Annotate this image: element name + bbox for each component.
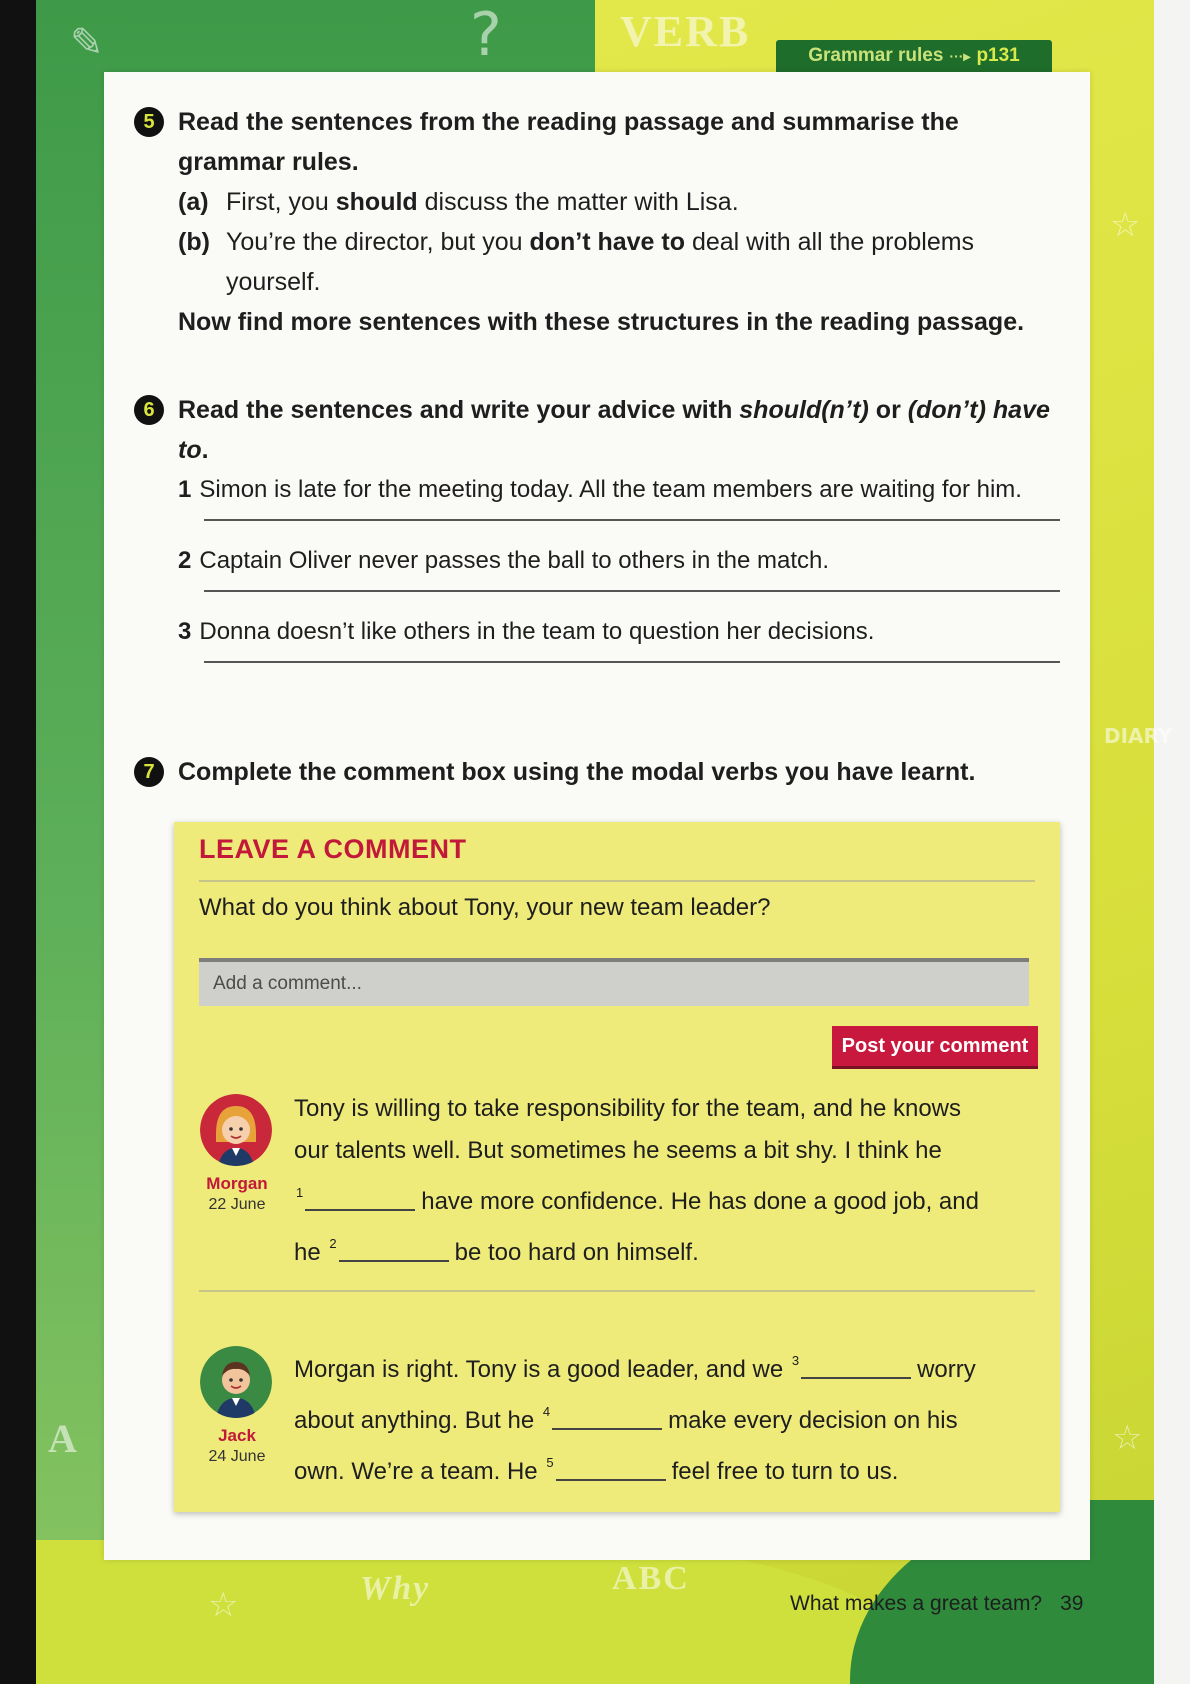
title-text: or xyxy=(868,396,908,424)
exercise-6 xyxy=(134,390,1060,683)
grammar-rules-tab xyxy=(776,40,1052,72)
comment-text-jack xyxy=(294,1340,1034,1493)
title-italic: (don’t) have to xyxy=(178,396,1050,464)
item-number: 3 xyxy=(178,618,192,645)
blank-5[interactable] xyxy=(556,1455,666,1481)
comment-author: Morgan xyxy=(206,1174,268,1193)
list-item xyxy=(178,612,1060,652)
exercise-7 xyxy=(134,752,1060,792)
page-edge-left xyxy=(0,0,36,1684)
blank-number: 5 xyxy=(546,1455,554,1470)
exercise-number-badge: 6 xyxy=(134,395,164,425)
comment-box-heading: LEAVE A COMMENT xyxy=(199,834,467,864)
example-text: deal with all the problems yourself. xyxy=(226,228,975,296)
decor-letter-a: A xyxy=(48,1416,79,1461)
star-icon: ☆ xyxy=(1112,1418,1143,1458)
comment-text: about anything. But he xyxy=(294,1407,541,1434)
answer-line-3[interactable] xyxy=(204,660,1060,663)
blank-2[interactable] xyxy=(339,1236,449,1262)
page-number: 39 xyxy=(1060,1592,1084,1615)
comment-text-morgan xyxy=(294,1088,1034,1274)
comment-text: Morgan is right. Tony is a good leader, and we xyxy=(294,1356,790,1383)
example-text: First, you xyxy=(226,188,336,216)
example-modal: should xyxy=(335,188,418,216)
item-number: 2 xyxy=(178,547,192,574)
answer-line-2[interactable] xyxy=(204,589,1060,592)
question-bubble-icon: ? xyxy=(470,0,502,70)
comment-text: have more confidence. He has done a good job, and xyxy=(421,1188,979,1215)
exercise-5-instruction: Now find more sentences with these structures in the reading passage. xyxy=(178,308,1025,336)
exercise-6-title xyxy=(178,390,1060,470)
comment-line xyxy=(294,1391,1034,1442)
comment-text: feel free to turn to us. xyxy=(671,1458,899,1485)
example-text: discuss the matter with Lisa. xyxy=(417,188,739,216)
comment-line xyxy=(294,1223,1034,1274)
comment-question: What do you think about Tony, your new team leader? xyxy=(199,894,771,921)
comment-line xyxy=(294,1340,1034,1391)
avatar-morgan xyxy=(200,1094,272,1166)
avatar-jack xyxy=(200,1346,272,1418)
comment-author: Jack xyxy=(218,1426,256,1445)
list-item xyxy=(178,470,1060,510)
comment-input[interactable]: Add a comment... xyxy=(199,958,1029,1006)
divider xyxy=(199,880,1035,883)
title-text: Read the sentences and write your advice with xyxy=(178,396,740,424)
lightbulb-icon: ✎ xyxy=(70,20,104,66)
item-number: 1 xyxy=(178,476,192,503)
divider xyxy=(199,1290,1035,1293)
example-modal: don’t have to xyxy=(529,228,686,256)
title-italic: should(n’t) xyxy=(739,396,869,424)
star-icon: ☆ xyxy=(208,1585,239,1625)
comment-text: be too hard on himself. xyxy=(454,1239,699,1266)
comment-line xyxy=(294,1442,1034,1493)
decor-word-why: Why xyxy=(360,1570,431,1607)
star-icon: ☆ xyxy=(1110,205,1141,245)
decor-word-abc: ABC xyxy=(612,1560,690,1597)
comment-date: 24 June xyxy=(208,1448,266,1465)
decor-word-verb: VERB xyxy=(620,7,751,56)
answer-line-1[interactable] xyxy=(204,518,1060,521)
comment-text: worry xyxy=(917,1356,976,1383)
item-text: Donna doesn’t like others in the team to question her decisions. xyxy=(199,618,875,645)
example-marker: (a) xyxy=(178,188,209,216)
item-text: Captain Oliver never passes the ball to others in the match. xyxy=(199,547,830,574)
exercise-number-badge: 7 xyxy=(134,757,164,787)
blank-number: 3 xyxy=(791,1353,800,1368)
boy-avatar-icon xyxy=(200,1346,272,1418)
tab-label: Grammar rules xyxy=(808,45,944,66)
decor-word-diary: DIARY xyxy=(1104,724,1173,748)
girl-avatar-icon xyxy=(200,1094,272,1166)
post-comment-button[interactable]: Post your comment xyxy=(832,1026,1038,1066)
comment-text: own. We’re a team. He xyxy=(294,1458,545,1485)
exercise-5 xyxy=(134,102,1060,342)
footer-title: What makes a great team? xyxy=(790,1592,1043,1615)
page-edge-right xyxy=(1154,0,1190,1684)
arrow-icon: ···▸ xyxy=(949,47,971,64)
example-marker: (b) xyxy=(178,228,210,256)
blank-number: 1 xyxy=(296,1185,304,1200)
item-text: Simon is late for the meeting today. All the team members are waiting for him. xyxy=(199,476,1022,503)
comment-line xyxy=(294,1172,1034,1223)
blank-number: 2 xyxy=(329,1236,337,1251)
worksheet-page xyxy=(104,72,1090,1560)
page-footer xyxy=(790,1592,1083,1616)
blank-1[interactable] xyxy=(305,1185,415,1211)
exercise-7-title: Complete the comment box using the modal verbs you have learnt. xyxy=(178,758,976,786)
list-item xyxy=(178,541,1060,581)
comment-date: 22 June xyxy=(208,1196,266,1213)
comment-line: Tony is willing to take responsibility for the team, and he knows xyxy=(294,1095,961,1122)
exercise-number-badge: 5 xyxy=(134,107,164,137)
exercise-5-title: Read the sentences from the reading passage and summarise the grammar rules. xyxy=(178,108,959,176)
blank-3[interactable] xyxy=(801,1353,911,1379)
comment-line: our talents well. But sometimes he seems a bit shy. I think he xyxy=(294,1137,942,1164)
blank-4[interactable] xyxy=(552,1404,662,1430)
comment-box xyxy=(174,822,1060,1512)
tab-page-ref: p131 xyxy=(976,45,1020,66)
example-a xyxy=(178,182,1060,222)
example-text: You’re the director, but you xyxy=(226,228,530,256)
example-b xyxy=(178,222,1060,302)
comment-text: make every decision on his xyxy=(668,1407,958,1434)
blank-number: 4 xyxy=(542,1404,551,1419)
title-text: . xyxy=(201,436,209,464)
comment-text: he xyxy=(294,1239,328,1266)
